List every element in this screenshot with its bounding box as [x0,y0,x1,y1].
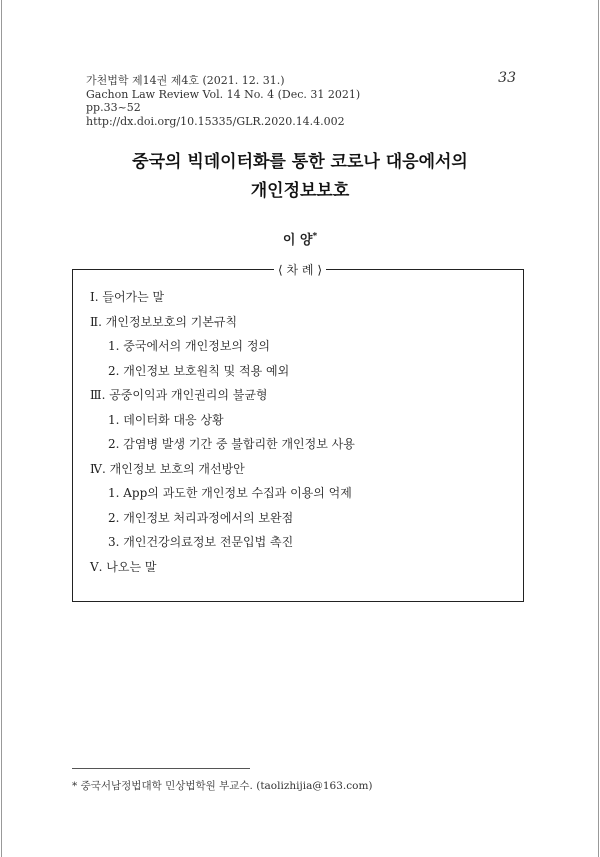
toc-item[interactable]: 2. 개인정보 보호원칙 및 적용 예외 [108,363,290,378]
toc-item[interactable]: Ⅳ. 개인정보 보호의 개선방안 [90,461,245,476]
author-footnote: * 중국서남정법대학 민상법학원 부교수. (taolizhijia@163.com) [72,780,373,792]
author-name: 이 양 [282,233,313,248]
toc-heading-label: 차 례 [286,263,314,277]
toc-item[interactable]: 3. 개인건강의료정보 전문입법 촉진 [108,535,294,549]
doi-link[interactable]: http://dx.doi.org/10.15335/GLR.2020.14.4.002 [86,114,345,128]
toc-item[interactable]: Ⅴ. 나오는 말 [90,559,157,574]
page-number: 33 [498,70,516,86]
toc-item[interactable]: 1. App의 과도한 개인정보 수집과 이용의 억제 [108,486,352,500]
toc-item[interactable]: 2. 감염병 발생 기간 중 불합리한 개인정보 사용 [108,437,355,451]
right-angle-icon: ⟩ [317,263,323,277]
toc-list [90,285,355,579]
left-angle-icon: ⟨ [277,263,283,277]
toc-item[interactable]: 1. 데이터화 대응 상황 [108,412,224,427]
author-footnote-mark[interactable]: * [312,231,318,242]
page-left-border [1,0,2,857]
toc-item[interactable]: 1. 중국에서의 개인정보의 정의 [108,339,270,353]
paper-title-line1: 중국의 빅데이터화를 통한 코로나 대응에서의 [132,152,468,172]
page-range: pp.33~52 [86,101,141,114]
page-right-border [598,0,599,857]
author-line [0,229,600,248]
toc-item[interactable]: Ⅰ. 들어가는 말 [90,290,165,304]
footnote-rule [72,768,250,769]
toc-item[interactable]: Ⅱ. 개인정보보호의 기본규칙 [90,314,238,329]
journal-meta [86,74,360,128]
toc-item[interactable]: Ⅲ. 공중이익과 개인권리의 불균형 [90,388,268,402]
toc-heading [0,261,600,278]
paper-title-line2: 개인정보보호 [250,181,350,201]
journal-korean: 가천법학 제14권 제4호 (2021. 12. 31.) [86,74,285,87]
toc-item[interactable]: 2. 개인정보 처리과정에서의 보완점 [108,510,294,525]
journal-english: Gachon Law Review Vol. 14 No. 4 (Dec. 31 2021) [86,87,361,101]
